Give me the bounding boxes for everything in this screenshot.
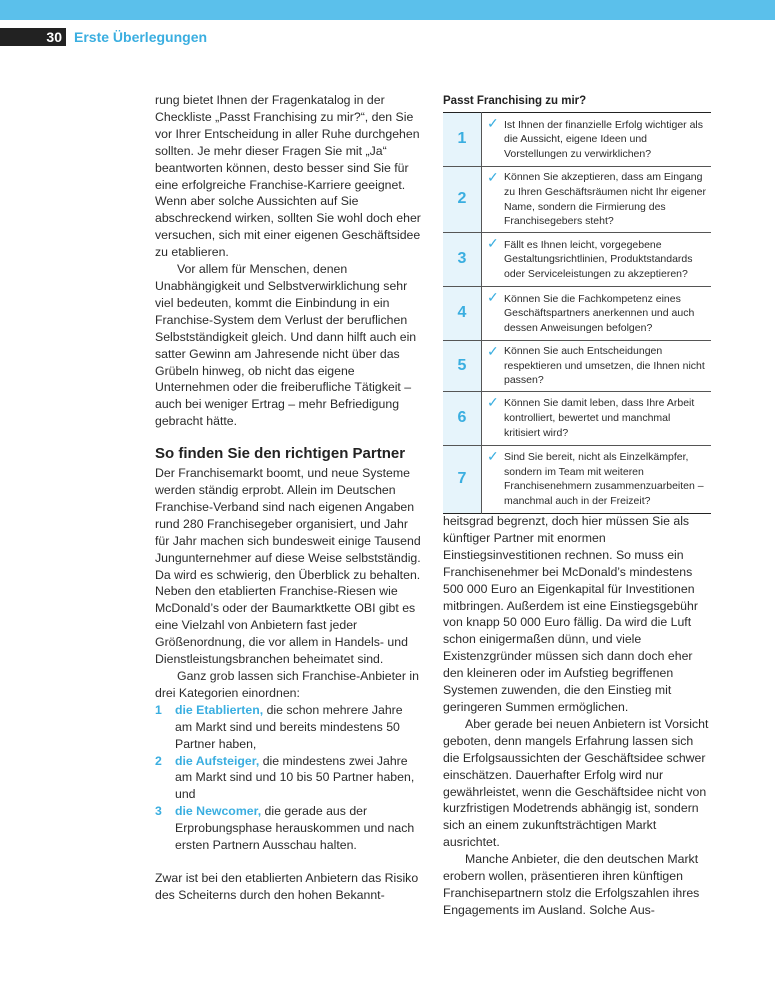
body-paragraph: rung bietet Ihnen der Fragenkatalog in der Checkliste „Passt Franchising zu mir?“, den Sie vor Ihrer Entscheidung in aller Ruhe durchgehen sollten. Je mehr dieser Fragen Sie mit „Ja“ beantworten können, desto besser sind Sie für eine erfolgreiche Franchise-Karriere geeignet. Wenn aber solche Aussichten auf Sie abschreckend wirken, sollten Sie wohl doch eher versuchen, sich mit einer eigenen Geschäftsidee zu etablieren. [155, 93, 421, 260]
list-intro: Ganz grob lassen sich Franchise-Anbieter in drei Kategorien einordnen: [155, 669, 419, 700]
checklist-row [443, 391, 711, 445]
category-text: die schon mehrere Jahre am Markt sind und bereits mindestens 50 Partner haben, [175, 702, 403, 751]
body-paragraph: Manche Anbieter, die den deutschen Markt erobern wollen, präsentieren ihren künftigen Franchisepartnern stolz die Erfolgszahlen ihres Engagements im Ausland. Solche Aus- [443, 852, 700, 917]
check-icon: ✓ [487, 289, 499, 305]
checklist-question: Sind Sie bereit, nicht als Einzelkämpfer, sondern im Team mit weiteren Franchisenehmern zusammenzuarbeiten – manchmal auch in der Freizeit? [504, 451, 704, 507]
check-icon: ✓ [487, 115, 499, 131]
checklist-table [443, 112, 711, 514]
checklist-row [443, 341, 711, 392]
checklist-question: Können Sie auch Entscheidungen respektieren und umsetzen, die Ihnen nicht passen? [504, 345, 705, 387]
checklist-number: 2 [443, 167, 482, 233]
body-paragraph: Aber gerade bei neuen Anbietern ist Vorsicht geboten, denn mangels Erfahrung lassen sich die Erfolgsaussichten der Geschäftsidee schwer einschätzen. Dauerhafter Erfolg wird nur gewährleistet, wenn die Geschäftsidee nicht von kurzfristigen Modetrends abhängig ist, sondern sich an einem zukunftsträchtigen Markt ausrichtet. [443, 716, 709, 850]
check-icon: ✓ [487, 169, 499, 185]
list-number: 1 [155, 702, 162, 717]
body-paragraph: Der Franchisemarkt boomt, und neue Systeme werden ständig erprobt. Allein im Deutschen Franchise-Verband sind nach eigenen Angaben rund 280 Franchisegeber organisiert, und Jahr für Jahr machen sich bundesweit einige Tausend Jungunternehmer auf diese Weise selbstständig. Da wird es schwierig, den Überblick zu behalten. Neben den etablierten Franchise-Riesen wie McDonald’s oder der Baumarktkette OBI gibt es eine Vielzahl von Anbietern fast jeder Größenordnung, die vor allem in Handels- und Dienstleistungsbranchen beheimatet sind. [155, 466, 421, 667]
check-icon: ✓ [487, 343, 499, 359]
checklist-number: 3 [443, 233, 482, 287]
checklist-question: Fällt es Ihnen leicht, vorgegebene Gestaltungsrichtlinien, Produktstandards oder Serviceleistungen zu akzeptieren? [504, 238, 693, 280]
checklist-title: Passt Franchising zu mir? [443, 95, 587, 107]
category-term: die Newcomer, [175, 804, 262, 819]
checklist-number: 7 [443, 445, 482, 513]
checklist-box [443, 92, 711, 514]
checklist-number: 5 [443, 341, 482, 392]
category-text: die mindestens zwei Jahre am Markt sind und 10 bis 50 Partner haben, und [175, 753, 415, 802]
category-term: die Etablierten, [175, 702, 264, 717]
checklist-row [443, 287, 711, 341]
left-text-column [155, 92, 423, 904]
check-icon: ✓ [487, 393, 499, 410]
list-item [155, 702, 423, 753]
list-item [155, 753, 423, 804]
checklist-number: 6 [443, 391, 482, 445]
body-paragraph: Vor allem für Menschen, denen Unabhängigkeit und Selbstverwirklichung sehr viel bedeuten, kommt die Einbindung in ein Franchise-System dem Verlust der beruflichen Selbstständigkeit gleich. Und dann hilft auch ein satter Gewinn am Jahresende nicht über das Grübeln hinweg, ob nicht das eigene Unternehmen oder die freiberufliche Tätigkeit – auch bei weniger Ertrag – mehr Befriedigung gebracht hätte. [155, 262, 417, 429]
checklist-row [443, 167, 711, 233]
checklist-row [443, 233, 711, 287]
checklist-question: Können Sie akzeptieren, dass am Eingang zu Ihren Geschäftsräumen nicht Ihr eigener Name, sondern die Firmierung des Franchisegebers steht? [504, 171, 706, 228]
list-number: 3 [155, 804, 162, 819]
checklist-number: 4 [443, 287, 482, 341]
check-icon: ✓ [487, 235, 499, 251]
checklist-question: Können Sie die Fachkompetenz eines Geschäftspartners anerkennen und auch dessen Anweisungen befolgen? [504, 292, 695, 334]
body-paragraph: Zwar ist bei den etablierten Anbietern das Risiko des Scheiterns durch den hohen Bekannt- [155, 870, 419, 902]
check-icon: ✓ [487, 447, 499, 464]
section-heading: So finden Sie den richtigen Partner [155, 445, 406, 463]
checklist-question: Ist Ihnen der finanzielle Erfolg wichtiger als die Aussicht, eigene Ideen und Vorstellungen zu verwirklichen? [504, 118, 704, 160]
category-term: die Aufsteiger, [175, 753, 260, 768]
right-text-column [443, 513, 711, 919]
body-paragraph: heitsgrad begrenzt, doch hier müssen Sie als künftiger Partner mit enormen Einstiegsinvestitionen rechnen. So muss ein Franchisenehmer bei McDonald’s mindestens 500 000 Euro an Eigenkapital für Investitionen mitbringen. Außerdem ist eine Einstiegsgebühr von knapp 50 000 Euro fällig. Da wird die Luft schon einigermaßen dünn, und viele Existenzgründer müssen sich dann doch eher den kleineren oder im Aufstieg begriffenen Systemen zuwenden, die den Einstieg mit geringeren Summen ermöglichen. [443, 514, 698, 714]
list-number: 2 [155, 753, 162, 768]
header-color-bar [0, 0, 775, 20]
checklist-number: 1 [443, 113, 482, 167]
checklist-row [443, 445, 711, 513]
checklist-row [443, 113, 711, 167]
page-number: 30 [0, 28, 66, 46]
list-item [155, 803, 423, 854]
checklist-question: Können Sie damit leben, dass Ihre Arbeit kontrolliert, bewertet und manchmal kritisiert wird? [504, 397, 695, 439]
category-text: die gerade aus der Erprobungsphase herauskommen und nach ersten Partnern Ausschau halten. [175, 804, 415, 853]
category-list [155, 702, 423, 854]
chapter-title: Erste Überlegungen [74, 29, 208, 45]
